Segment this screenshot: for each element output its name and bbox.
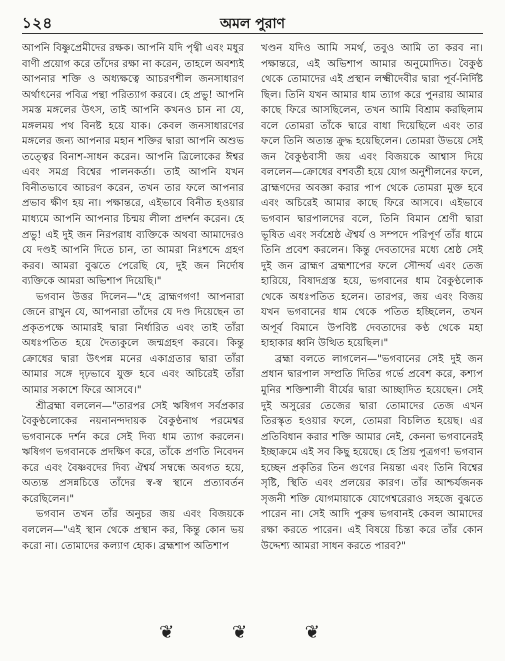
header-rule <box>22 33 483 34</box>
paragraph: শ্রীব্রহ্মা বললেন—"তারপর সেই ঋষিগণ সর্বপ্রকার বৈকুণ্ঠলোকের নয়নানন্দদায়ক বৈকুণ্ঠনাথ পরমেশ্বর ভগবানকে দর্শন করে সেই দিব্য ধাম ত্যাগ করলেন। ঋষিগণ ভগবানকে প্রদক্ষিণ করে, তাঁকে প্রণতি নিবেদন করে এবং বৈষ্ণবদের দিব্য ঐশ্বর্য সম্বন্ধে অবগত হয়ে, অত্যন্ত প্রসন্নচিত্তে তাঁদের স্ব-স্ব স্থানে প্রত্যাবর্তন করেছিলেন।" <box>22 400 244 505</box>
left-column <box>22 41 244 616</box>
paragraph: ভগবান উত্তর দিলেন—"হে ব্রাহ্মণগণ! আপনারা জেনে রাখুন যে, আপনারা তাঁদের যে দণ্ড দিয়েছেন তা প্রকৃতপক্ষে আমারই দ্বারা নির্ধারিত এবং তাই তাঁরা অধঃপতিত হয়ে দৈত্যকুলে জন্মগ্রহণ করবে। কিন্তু ক্রোধের দ্বারা উৎপন্ন মনের একাগ্রতার দ্বারা তাঁরা আমার সঙ্গে দৃঢ়ভাবে যুক্ত হবে এবং অচিরেই তাঁরা আমার সকাশে ফিরে আসবে।" <box>22 291 244 397</box>
right-column <box>261 41 483 616</box>
paragraph: ভগবান তখন তাঁর অনুচর জয় এবং বিজয়কে বললেন—"এই স্থান থেকে প্রস্থান কর, কিন্তু কোন ভয় করো না। তোমাদের কল্যাণ হোক। ব্রহ্মশাপ অতিশাপ <box>22 509 244 552</box>
running-title: অমল পুরাণ <box>220 16 285 32</box>
footer-ornament: ❦ ❦ ❦ <box>159 622 346 643</box>
page-number: ১২৪ <box>22 14 53 32</box>
paragraph: আপনি বিষ্ণুপ্রেমীদের রক্ষক। আপনি যদি পৃথ্বী এবং মধুর বাণী প্রয়োগ করে তাঁদের রক্ষা না করেন, তাহলে অবশ্যই আপনার শক্তি ও অধ্যক্ষত্বে আচরণশীল জনসাধারণ অর্থাৎনের পবিত্র পন্থা পরিত্যাগ করবে। হে প্রভু! আপনি সমস্ত মঙ্গলের উৎস, তাই আপনি কখনও চান না যে, মঙ্গলময় পথ বিনষ্ট হয়ে যাক। কেবল জনসাধারণের মঙ্গলের জন্য আপনার মহান শক্তির দ্বারা আপনি অশুভ তত্ত্বের বিনাশ-সাধন করেন। আপনি ত্রিলোকের ঈশ্বর এবং সমগ্র বিশ্বের পালনকর্তা। তাই আপনি যখন বিনীতভাবে আচরণ করেন, তখন তার ফলে আপনার প্রভাব ক্ষীণ হয় না। পক্ষান্তরে, এইভাবে বিনীত হওয়ার মাধ্যমে আপনি আপনার চিন্ময় লীলা প্রদর্শন করেন। হে প্রভু! এই দুই জন নিরপরাধ ব্যক্তিকে অথবা আমাদেরও যে দণ্ডই আপনি দিতে চান, তা আমরা নিঃশব্দে গ্রহণ করব। আমরা বুঝতে পেরেছি যে, দুই জন নির্দোষ ব্যক্তিকে আমরা অভিশাপ দিয়েছি।" <box>22 43 244 288</box>
paragraph: ব্রহ্মা বলতে লাগলেন—"ভগবানের সেই দুই জন প্রধান দ্বারপাল সম্প্রতি দিতির গর্ভে প্রবেশ করে, কশ্যপ মুনির শক্তিশালী বীর্যের দ্বারা আচ্ছাদিত হয়েছেন। সেই দুই অসুরের তেজের দ্বারা তোমাদের তেজ এখন তিরস্কৃত হওয়ার ফলে, তোমরা বিচলিত হয়েছ। এর প্রতিবিধান করার শক্তি আমার নেই, কেননা ভগবানেরই ইচ্ছাক্রমে এই সব কিছু হয়েছে। হে প্রিয় পুত্রগণ! ভগবান হচ্ছেন প্রকৃতির তিন গুণের নিয়ন্তা এবং তিনি বিশ্বের সৃষ্টি, স্থিতি এবং প্রলয়ের কারণ। তাঁর আশ্চর্যজনক সৃজনী শক্তি যোগমায়াকে যোগেশ্বরেরাও সহজে বুঝতে পারেন না। সেই আদি পুরুষ ভগবানই কেবল আমাদের রক্ষা করতে পারেন। এই বিষয়ে চিন্তা করে তাঁর কোন উদ্দেশ্য আমরা সাধন করতে পারব?" <box>261 353 483 552</box>
paragraph: খণ্ডন যদিও আমি সমর্থ, তবুও আমি তা করব না। পক্ষান্তরে, এই অভিশাপ আমার অনুমোদিত। বৈকুণ্ঠ থেকে তোমাদের এই প্রস্থান লক্ষ্মীদেবীর দ্বারা পূর্ব-নির্দিষ্ট ছিল। তিনি যখন আমার ধাম ত্যাগ করে পুনরায় আমার কাছে ফিরে আসছিলেন, তখন আমি বিশ্রাম করছিলাম বলে তোমরা তাঁকে দ্বারে বাধা দিয়েছিলে এবং তার ফলে তিনি অত্যন্ত ক্রুদ্ধ হয়েছিলেন। তোমরা উভয়ে সেই জন বৈকুণ্ঠবাসী জয় এবং বিজয়কে আশ্বাস দিয়ে বললেন—ক্রোধের বশবর্তী হয়ে যোগ অনুশীলনের ফলে, ব্রাহ্মণদের অবজ্ঞা করার পাপ থেকে তোমরা মুক্ত হবে এবং অচিরেই আমার কাছে ফিরে আসবে। এইভাবে ভগবান দ্বারপালদের বলে, তিনি বিমান শ্রেণী দ্বারা ভূষিত এবং সর্বশ্রেষ্ঠ ঐশ্বর্য ও সম্পদে পরিপূর্ণ তাঁর ধামে তিনি প্রবেশ করলেন। কিন্তু দেবতাদের মধ্যে শ্রেষ্ঠ সেই দুই জন ব্রাহ্মণ ব্রহ্মশাপের ফলে সৌন্দর্য এবং তেজ হারিয়ে, বিষাদগ্রস্ত হয়ে, ভগবানের ধাম বৈকুণ্ঠলোক থেকে অধঃপতিত হলেন। তারপর, জয় এবং বিজয় যখন ভগবানের ধাম থেকে পতিত হচ্ছিলেন, তখন অপূর্ব বিমানে উপবিষ্ট দেবতাদের কণ্ঠ থেকে মহা হাহাকার ধ্বনি উত্থিত হয়েছিল।" <box>261 43 483 350</box>
body-text <box>22 41 483 616</box>
